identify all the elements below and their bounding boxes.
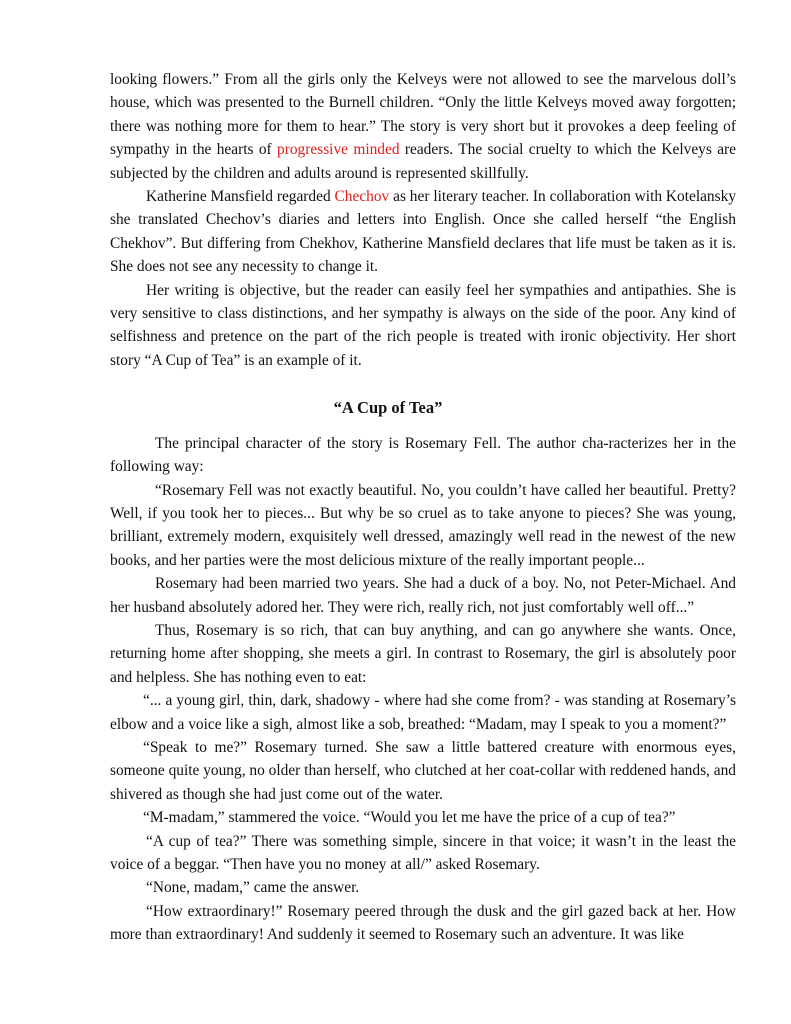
paragraph-3: Her writing is objective, but the reader can easily feel her sympathies and antipathies. She is very sensitive to class distinctions, and her sympathy is always on the side of the poor. Any kind of selfishness and pretence on the part of the rich people is treated with ironic objectivity. Her short story “A Cup of Tea” is an example of it. (110, 281, 736, 369)
paragraph-10: “M-madam,” stammered the voice. “Would you let me have the price of a cup of tea?” (143, 809, 676, 827)
paragraph-2: Katherine Mansfield regarded Chechov as her literary teacher. In collaboration with Kotelansky she translated Chechov’s diaries and letters into English. Once she called herself “the English Chekhov”. But differing from Chekhov, Katherine Mansfield declares that life must be taken as it is. She does not see any necessity to change it. (110, 188, 737, 276)
paragraph-11: “A cup of tea?” There was something simple, sincere in that voice; it wasn’t in the least the voice of a beggar. “Then have you no money at all/” asked Rosemary. (110, 832, 736, 873)
document-page (110, 68, 736, 947)
paragraph-13: “How extraordinary!” Rosemary peered through the dusk and the girl gazed back at her. How more than extraordinary! And suddenly it seemed to Rosemary such an adventure. It was like (110, 902, 736, 944)
paragraph-7: Thus, Rosemary is so rich, that can buy anything, and can go anywhere she wants. Once, returning home after shopping, she meets a girl. In contrast to Rosemary, the girl is absolutely poor and helpless. She has nothing even to eat: (110, 621, 736, 686)
paragraph-9: “Speak to me?” Rosemary turned. She saw a little battered creature with enormous eyes, someone quite young, no older than herself, who clutched at her coat-collar with reddened hands, and shivered as though she had just come out of the water. (110, 738, 736, 803)
paragraph-12: “None, madam,” came the answer. (146, 879, 360, 897)
paragraph-8: “... a young girl, thin, dark, shadowy - where had she come from? - was standing at Rosemary’s elbow and a voice like a sigh, almost like a sob, breathed: “Madam, may I speak to you a moment?” (110, 692, 736, 733)
paragraph-1: looking flowers.” From all the girls only the Kelveys were not allowed to see the marvelous doll’s house, which was presented to the Burnell children. “Only the little Kelveys moved away forgotten; there was nothing more for them to hear.” The story is very short but it provokes a deep feeling of sympathy in the hearts of progressive minded readers. The social cruelty to which the Kelveys are subjected by the children and adults around is represented skillfully. (110, 71, 736, 182)
highlighted-phrase: progressive minded (277, 141, 400, 159)
paragraph-5: “Rosemary Fell was not exactly beautiful. No, you couldn’t have called her beautiful. Pretty? Well, if you took her to pieces... But why be so cruel as to take anyone to pieces? She was young, brilliant, extremely modern, exquisitely well dressed, amazingly well read in the newest of the new books, and her parties were the most delicious mixture of the really important people... (110, 481, 736, 569)
section-heading: “A Cup of Tea” (333, 398, 443, 418)
highlighted-name: Chechov (334, 188, 390, 206)
paragraph-4: The principal character of the story is Rosemary Fell. The author cha-racterizes her in the following way: (110, 434, 736, 476)
paragraph-6: Rosemary had been married two years. She had a duck of a boy. No, not Peter-Michael. And her husband absolutely adored her. They were rich, really rich, not just comfortably well off...” (110, 575, 736, 616)
